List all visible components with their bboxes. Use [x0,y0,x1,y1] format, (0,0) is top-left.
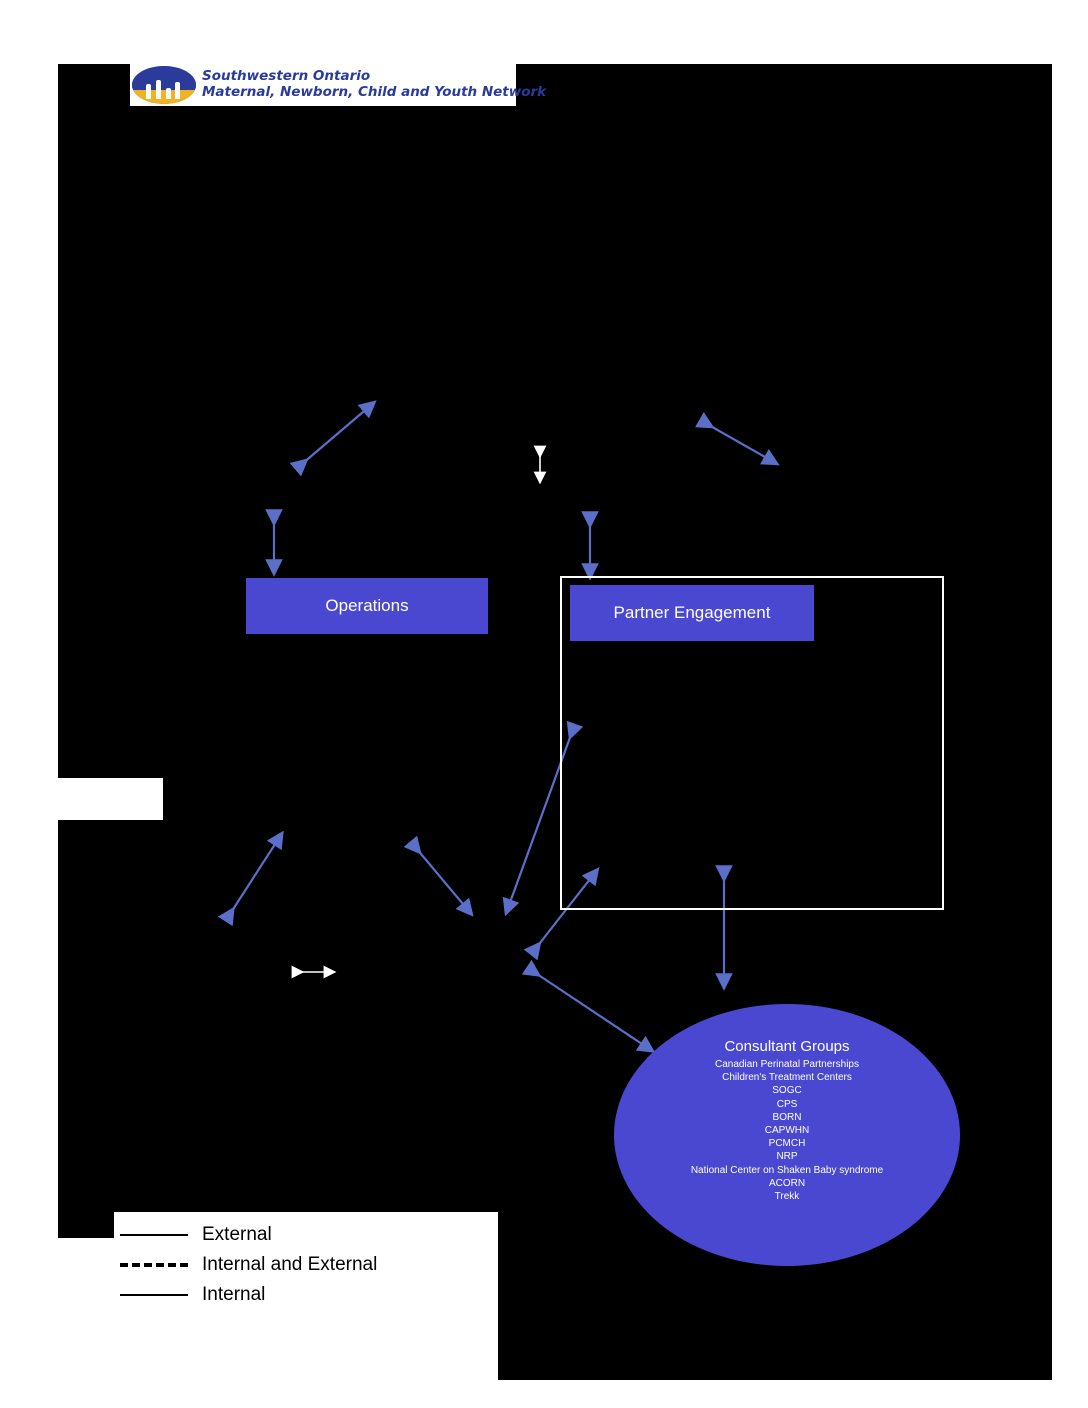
consultant-group-item: Children's Treatment Centers [722,1072,852,1084]
consultant-group-item: SOGC [772,1085,802,1097]
node-partner-engagement-label: Partner Engagement [613,603,771,622]
node-operations-label: Operations [325,596,409,615]
legend-item-external [120,1222,272,1248]
logo-line-2: Maternal, Newborn, Child and Youth Network [202,84,547,100]
legend-item-internal-external [120,1252,377,1278]
consultant-group-item: PCMCH [768,1138,806,1150]
consultant-group-item: Trekk [774,1190,800,1202]
node-consultant-groups[interactable] [614,1004,960,1266]
consultant-group-item: NRP [776,1151,798,1163]
legend-line-dashed [120,1263,188,1267]
logo-line-1: Southwestern Ontario [202,68,371,85]
legend-line-solid [120,1234,188,1236]
consultant-group-item: ACORN [768,1177,806,1189]
node-partner-engagement[interactable] [570,585,814,641]
node-operations[interactable] [246,578,488,634]
legend-label: Internal and External [202,1254,378,1275]
organization-logo [130,64,547,106]
canvas-notch-left [58,778,163,820]
consultant-group-item: CPS [776,1098,798,1110]
consultant-group-item: Canadian Perinatal Partnerships [715,1059,859,1070]
legend-label: External [202,1224,272,1245]
consultant-group-item: BORN [772,1111,802,1123]
legend [114,1212,498,1380]
legend-label: Internal [202,1284,266,1305]
consultant-group-item: CAPWHN [764,1124,810,1136]
canvas-notch-bottom [58,1238,115,1380]
legend-item-internal [120,1282,265,1308]
consultant-group-item: National Center on Shaken Baby syndrome [690,1164,884,1176]
logo-icon [132,65,196,105]
consultant-groups-title: Consultant Groups [724,1038,850,1055]
legend-line-solid [120,1294,188,1296]
